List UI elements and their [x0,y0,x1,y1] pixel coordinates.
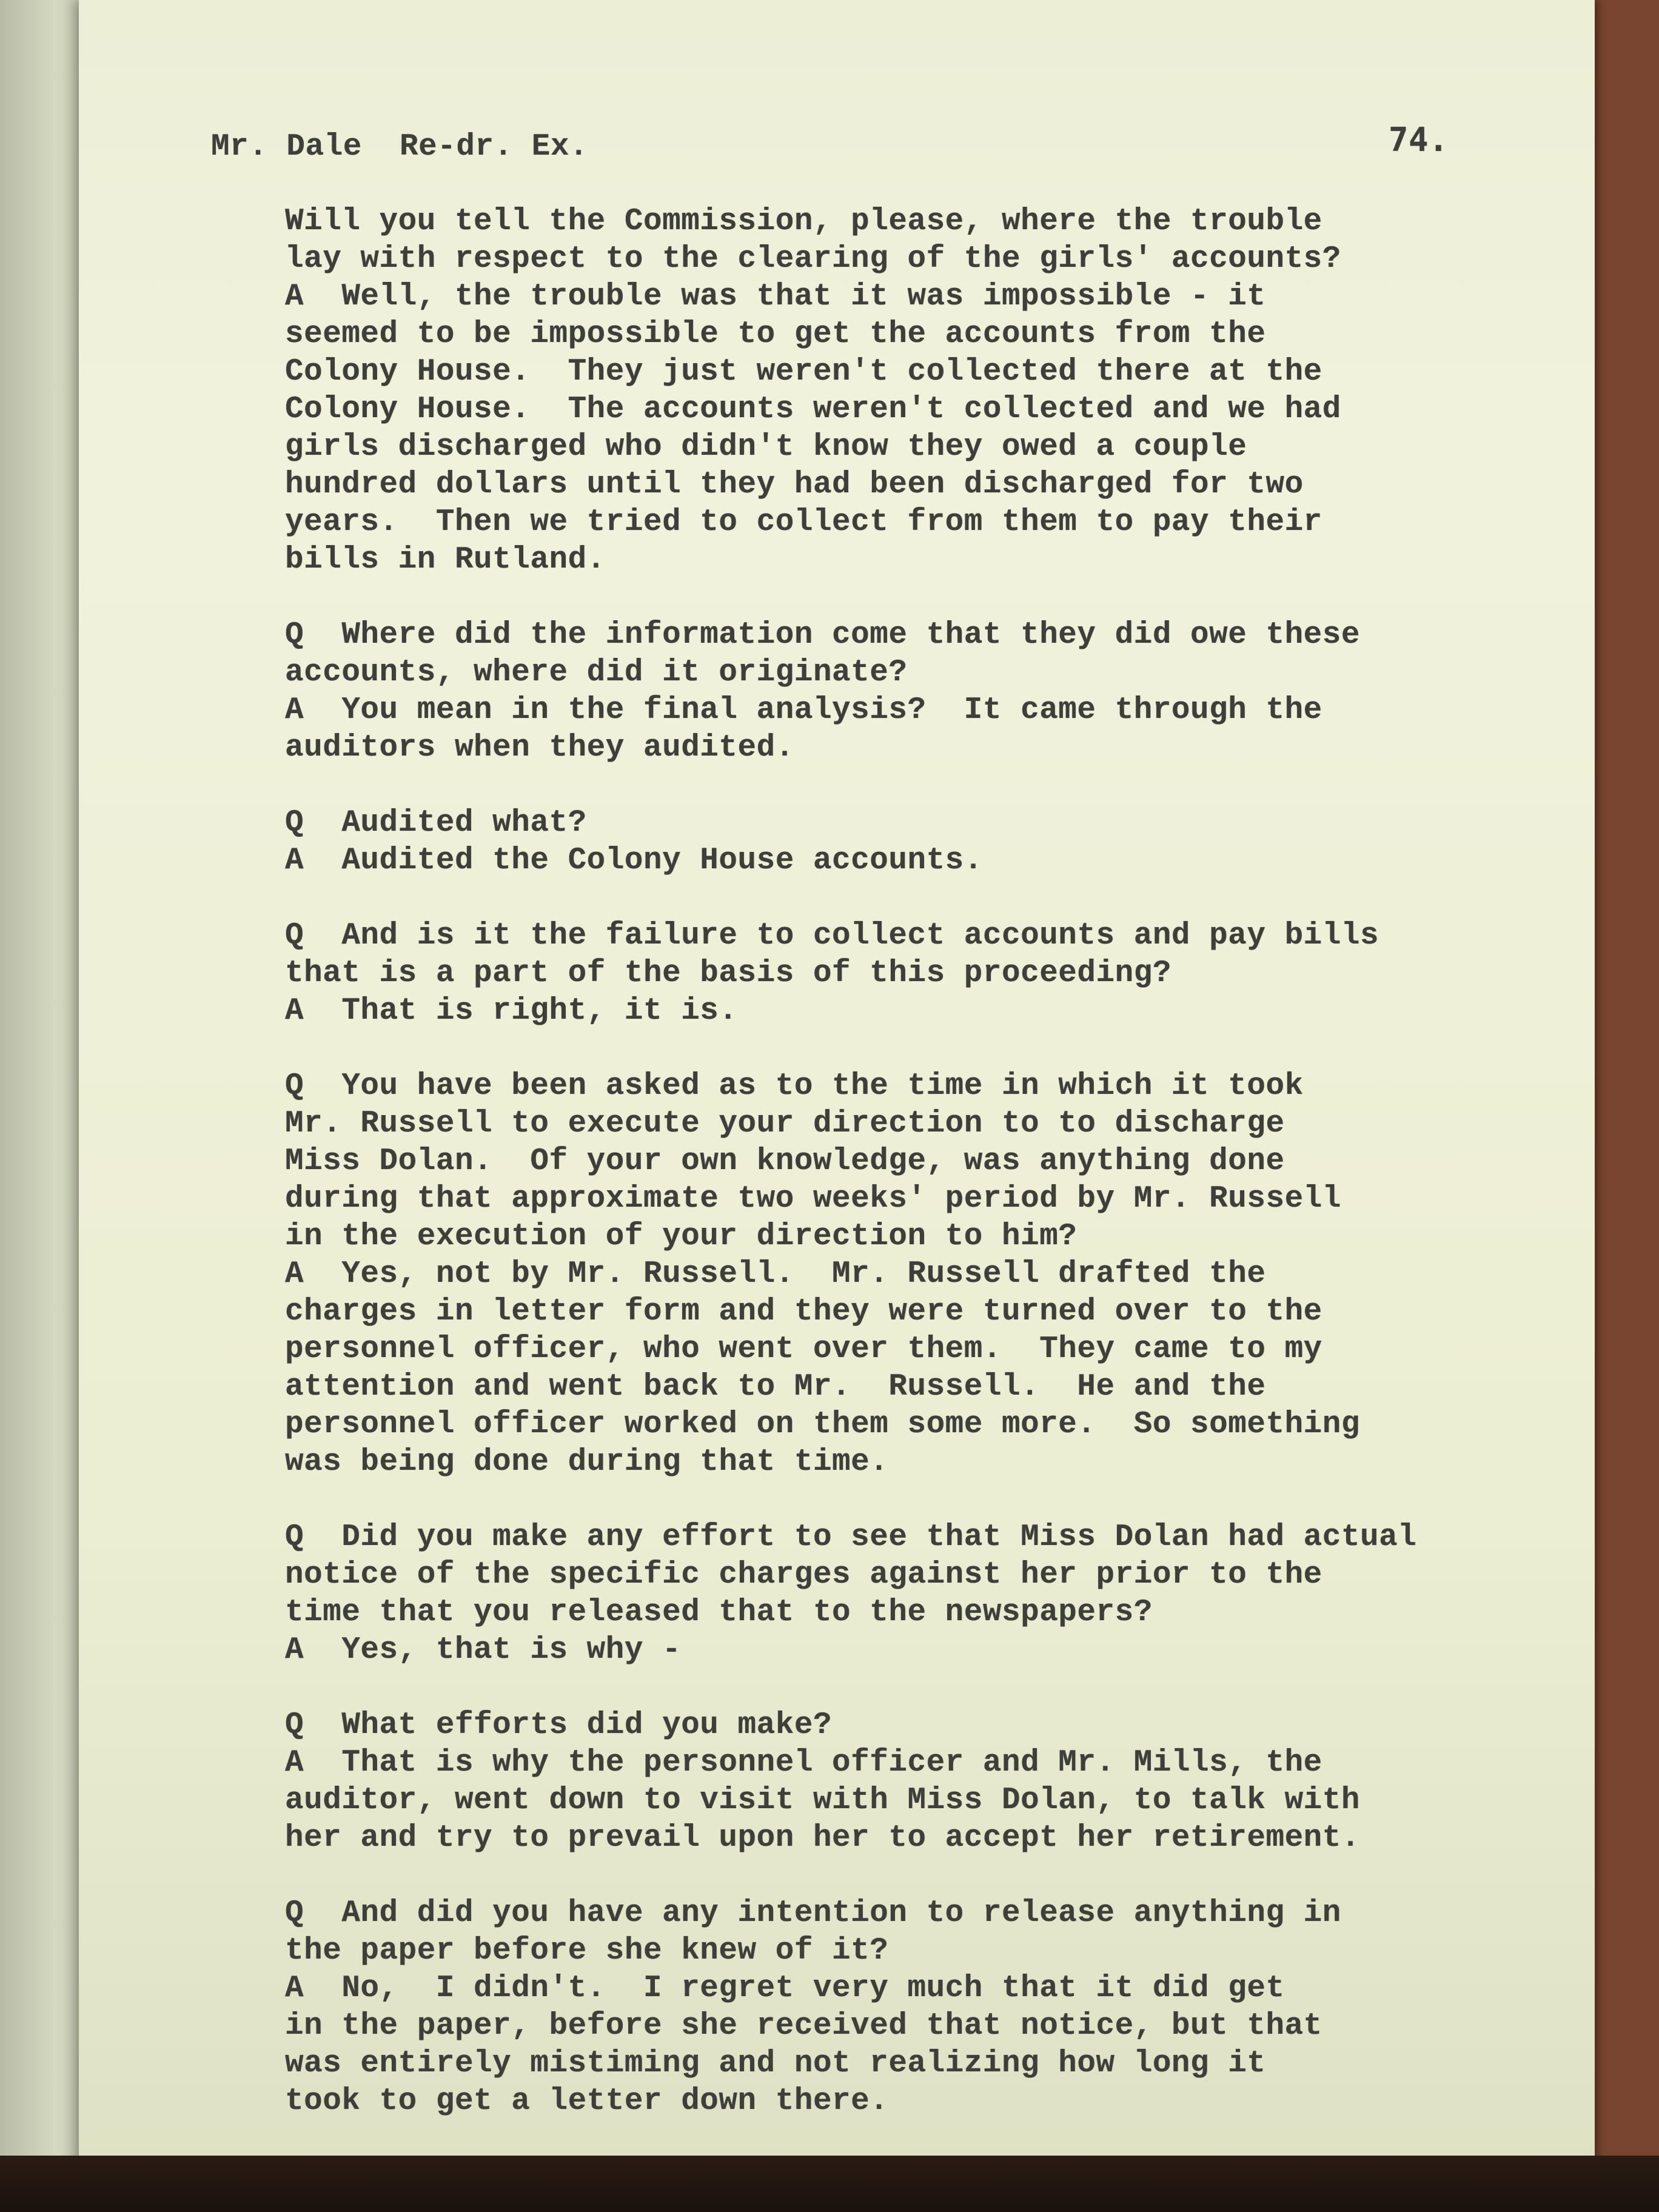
transcript-line: Colony House. They just weren't collected there at the [285,355,1322,389]
transcript-line: auditor, went down to visit with Miss Dolan, to talk with [285,1783,1360,1818]
transcript-paragraph [285,1068,1570,1481]
transcript-line: her and try to prevail upon her to accept her retirement. [285,1821,1360,1855]
transcript-line: charges in letter form and they were turned over to the [285,1295,1322,1329]
transcript-line: years. Then we tried to collect from them to pay their [285,505,1322,540]
transcript-line: notice of the specific charges against her prior to the [285,1558,1322,1592]
transcript-line: the paper before she knew of it? [285,1934,889,1968]
transcript-line: was being done during that time. [285,1445,889,1480]
transcript-line: attention and went back to Mr. Russell. He and the [285,1370,1266,1404]
previous-page-edge [0,0,91,2212]
transcript-line: hundred dollars until they had been discharged for two [285,468,1304,502]
transcript-line: Q Did you make any effort to see that Miss Dolan had actual [285,1520,1417,1555]
transcript-line: accounts, where did it originate? [285,655,908,690]
transcript-line: was entirely mistiming and not realizing how long it [285,2046,1266,2081]
transcript-line: personnel officer, who went over them. They came to my [285,1332,1322,1367]
transcript-line: that is a part of the basis of this proceeding? [285,956,1171,991]
transcript-line: girls discharged who didn't know they owed a couple [285,430,1247,464]
transcript-line: A You mean in the final analysis? It came through the [285,693,1322,728]
transcript-line: Q Audited what? [285,806,587,840]
transcript-line: A That is right, it is. [285,994,738,1028]
previous-page-bleed [12,0,79,2212]
transcript-line: time that you released that to the newspapers? [285,1595,1153,1630]
transcript-line: in the execution of your direction to him? [285,1219,1078,1254]
transcript-line: Q You have been asked as to the time in which it took [285,1069,1304,1104]
transcript-line: bills in Rutland. [285,543,606,577]
transcript-line: Will you tell the Commission, please, where the trouble [285,204,1322,239]
transcript-line: Mr. Russell to execute your direction to to discharge [285,1107,1285,1141]
transcript-paragraph [285,917,1570,1030]
transcript-line: A No, I didn't. I regret very much that it did get [285,1971,1285,2006]
transcript-line: Q Where did the information come that they did owe these [285,618,1360,652]
transcript-line: during that approximate two weeks' period by Mr. Russell [285,1182,1341,1216]
transcript-paragraph [285,203,1570,579]
transcript-line: lay with respect to the clearing of the girls' accounts? [285,242,1341,276]
transcript-paragraph [285,1707,1570,1857]
transcript-line: A Yes, that is why - [285,1633,682,1667]
transcript-line: took to get a letter down there. [285,2084,889,2119]
speaker-heading: Mr. Dale Re-dr. Ex. [211,130,589,164]
page-number: 74. [1389,121,1449,159]
transcript-line: seemed to be impossible to get the accounts from the [285,317,1266,352]
transcript-line: Colony House. The accounts weren't collected and we had [285,392,1341,427]
transcript-line: Q And did you have any intention to release anything in [285,1896,1341,1931]
transcript-line: personnel officer worked on them some more. So something [285,1407,1360,1442]
transcript-line: Miss Dolan. Of your own knowledge, was anything done [285,1144,1285,1179]
transcript-line: A Well, the trouble was that it was impossible - it [285,280,1266,314]
transcript-line: A Audited the Colony House accounts. [285,843,983,878]
transcript-body [285,203,1570,2158]
transcript-line: A That is why the personnel officer and Mr. Mills, the [285,1746,1322,1780]
transcript-paragraph [285,1895,1570,2120]
transcript-paragraph [285,805,1570,880]
transcript-paragraph [285,1519,1570,1669]
transcript-line: A Yes, not by Mr. Russell. Mr. Russell drafted the [285,1257,1266,1292]
desk-shadow [0,2156,1659,2212]
transcript-paragraph [285,617,1570,767]
transcript-line: in the paper, before she received that notice, but that [285,2009,1322,2043]
transcript-line: Q What efforts did you make? [285,1708,833,1743]
transcript-line: auditors when they audited. [285,731,794,765]
transcript-line: Q And is it the failure to collect accounts and pay bills [285,919,1379,953]
